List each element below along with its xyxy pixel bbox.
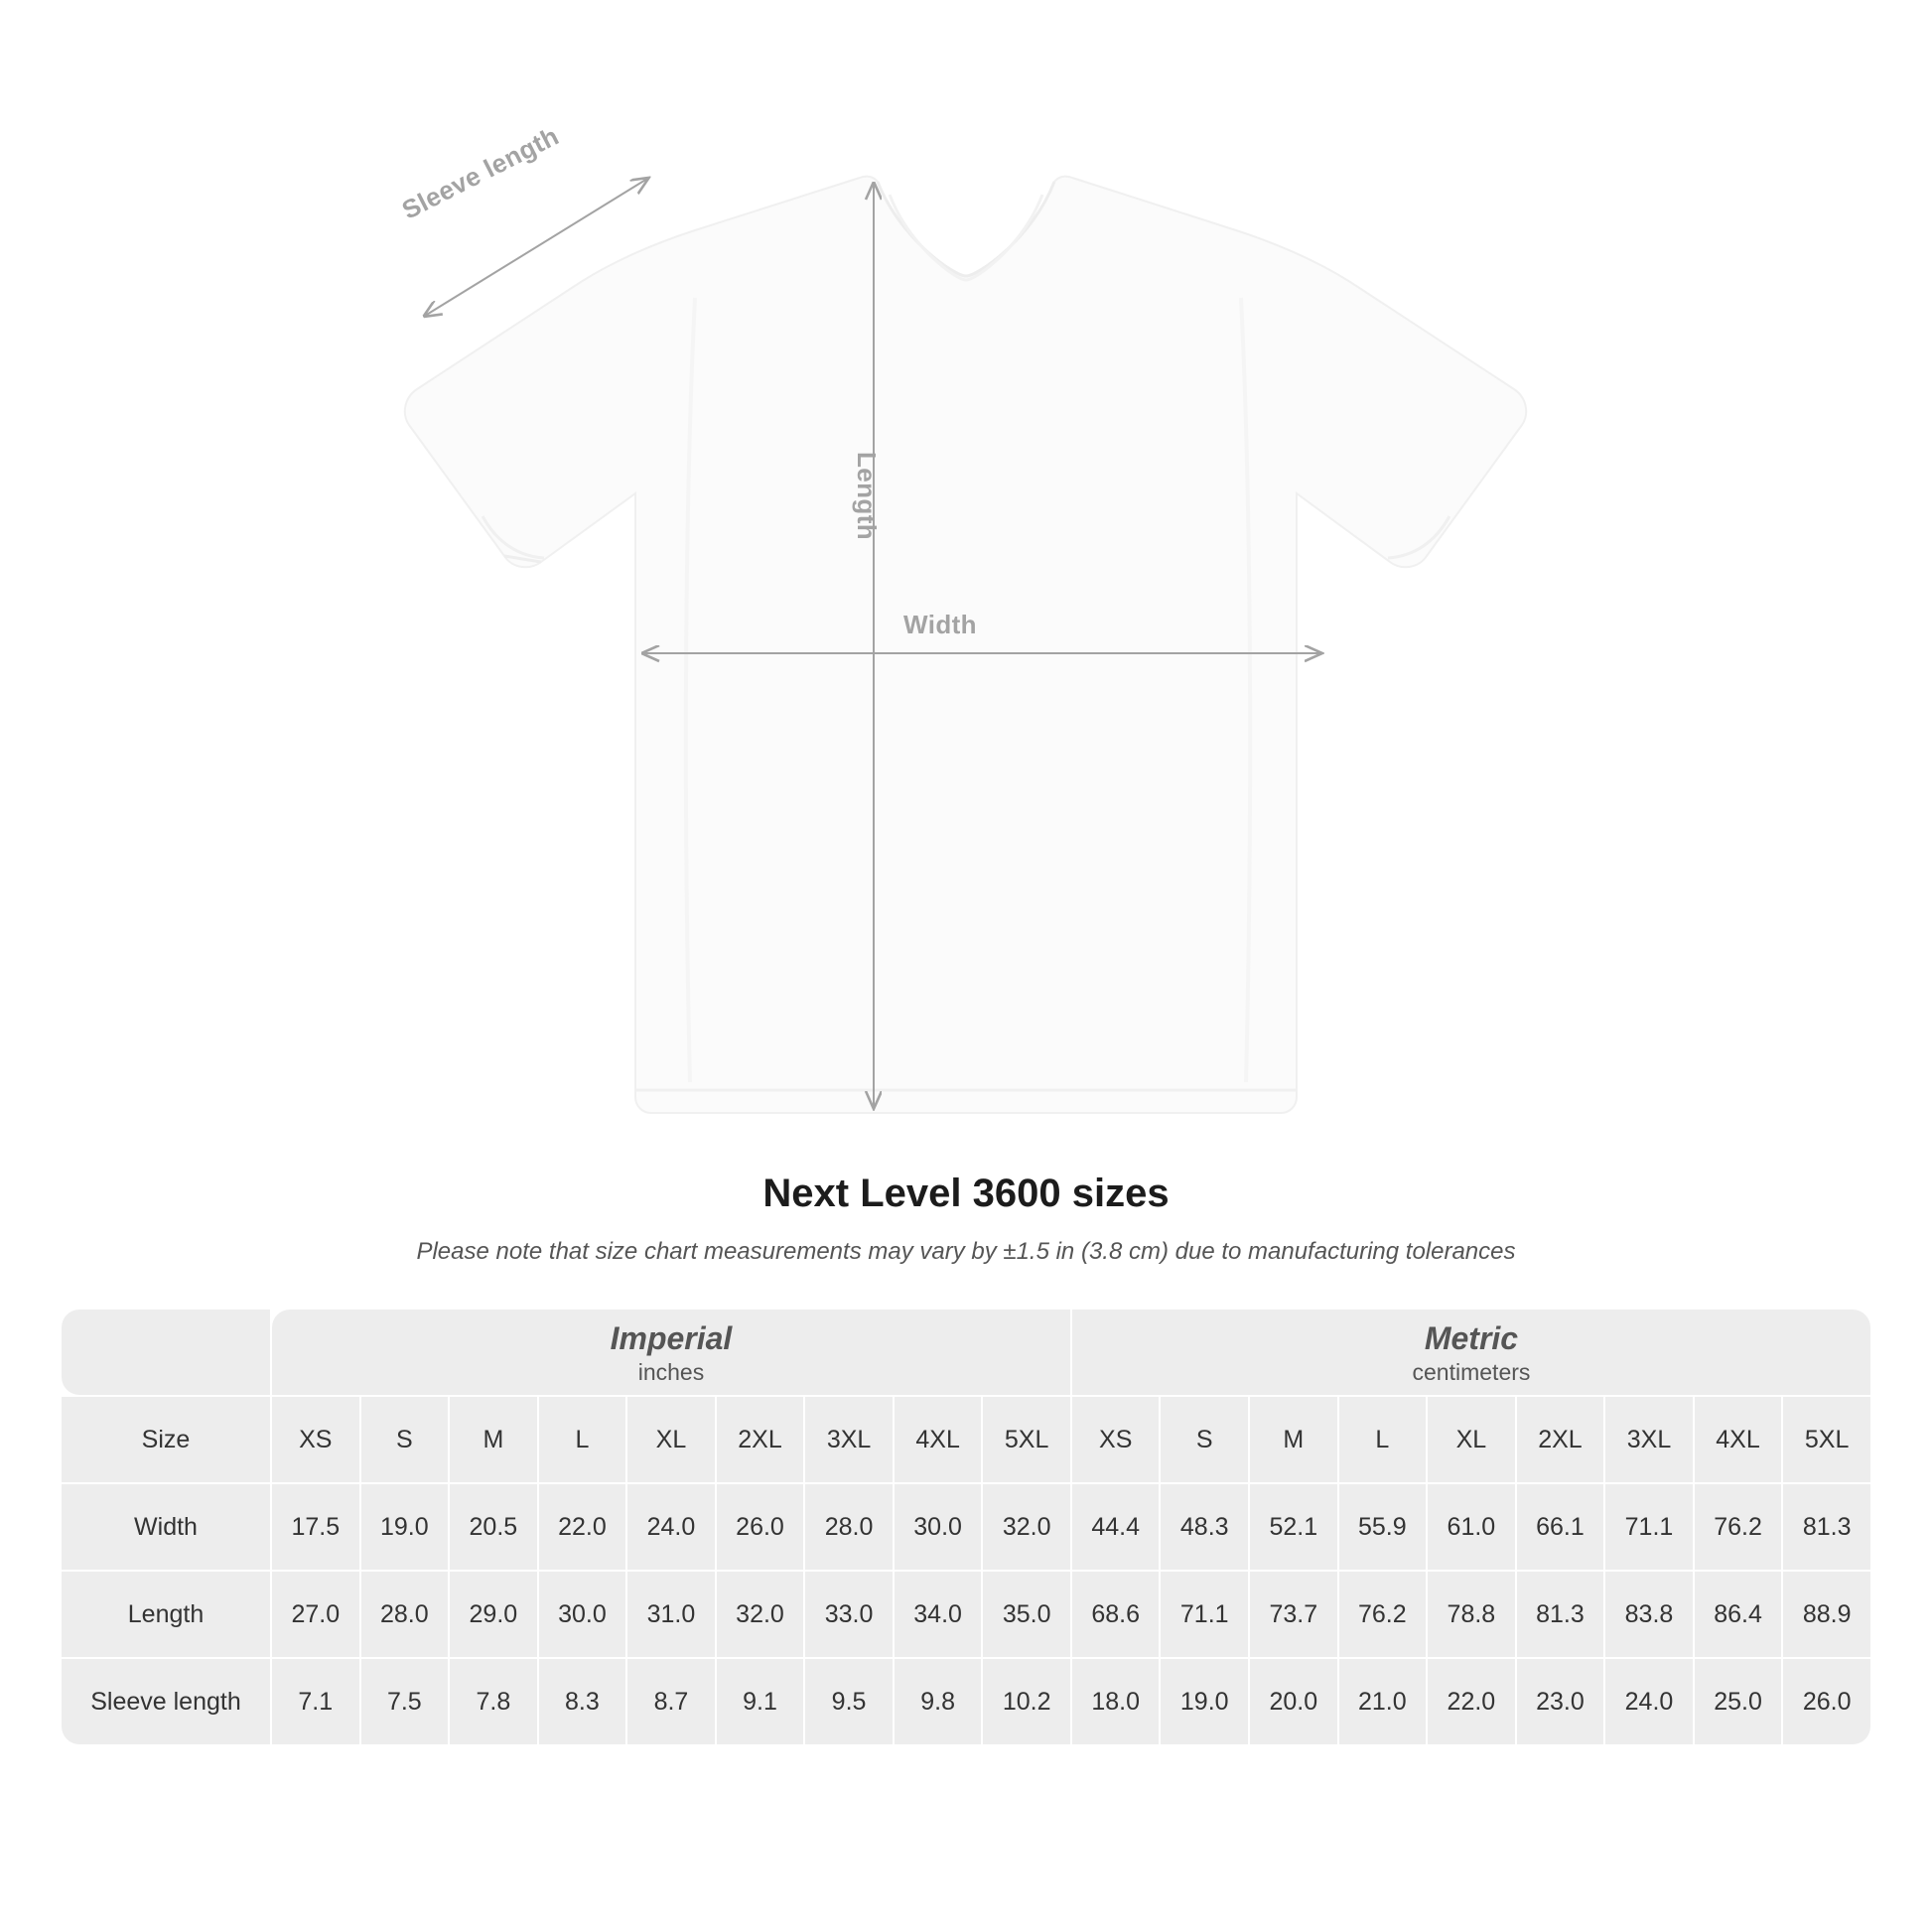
column-header-l-metric: L (1339, 1397, 1427, 1482)
cell-sleeve-length-4xl-imperial: 9.8 (895, 1659, 982, 1744)
cell-sleeve-length-s-metric: 19.0 (1161, 1659, 1248, 1744)
cell-width-m-metric: 52.1 (1250, 1484, 1337, 1570)
tolerance-note: Please note that size chart measurements may vary by ±1.5 in (3.8 cm) due to manufacturing tolerances (416, 1238, 1516, 1265)
sleeve-length-label: Sleeve length (397, 120, 564, 225)
cell-sleeve-length-m-metric: 20.0 (1250, 1659, 1337, 1744)
column-header-5xl-imperial: 5XL (983, 1397, 1070, 1482)
column-header-m-metric: M (1250, 1397, 1337, 1482)
cell-width-5xl-metric: 81.3 (1783, 1484, 1870, 1570)
cell-width-3xl-metric: 71.1 (1605, 1484, 1693, 1570)
cell-sleeve-length-2xl-imperial: 9.1 (717, 1659, 804, 1744)
cell-width-xs-metric: 44.4 (1072, 1484, 1160, 1570)
cell-width-xl-metric: 61.0 (1428, 1484, 1515, 1570)
unit-group-name: Imperial (610, 1319, 733, 1356)
cell-sleeve-length-m-imperial: 7.8 (450, 1659, 537, 1744)
table-row (62, 1572, 1870, 1657)
tshirt-shape (405, 177, 1526, 1113)
cell-sleeve-length-5xl-imperial: 10.2 (983, 1659, 1070, 1744)
cell-sleeve-length-3xl-metric: 24.0 (1605, 1659, 1693, 1744)
column-header-4xl-imperial: 4XL (895, 1397, 982, 1482)
cell-length-3xl-imperial: 33.0 (805, 1572, 893, 1657)
size-header-cell: Size (62, 1397, 270, 1482)
cell-length-s-metric: 71.1 (1161, 1572, 1248, 1657)
cell-length-4xl-imperial: 34.0 (895, 1572, 982, 1657)
column-header-xl-metric: XL (1428, 1397, 1515, 1482)
cell-length-m-metric: 73.7 (1250, 1572, 1337, 1657)
row-header-length: Length (62, 1572, 270, 1657)
cell-width-s-imperial: 19.0 (361, 1484, 449, 1570)
cell-sleeve-length-2xl-metric: 23.0 (1517, 1659, 1604, 1744)
cell-width-l-metric: 55.9 (1339, 1484, 1427, 1570)
cell-sleeve-length-xs-metric: 18.0 (1072, 1659, 1160, 1744)
column-header-m-imperial: M (450, 1397, 537, 1482)
cell-sleeve-length-s-imperial: 7.5 (361, 1659, 449, 1744)
cell-sleeve-length-4xl-metric: 25.0 (1695, 1659, 1782, 1744)
length-label: Length (852, 452, 882, 541)
column-header-3xl-metric: 3XL (1605, 1397, 1693, 1482)
unit-group-sub: centimeters (1412, 1358, 1531, 1385)
page-title: Next Level 3600 sizes (762, 1172, 1170, 1215)
column-header-5xl-metric: 5XL (1783, 1397, 1870, 1482)
cell-width-l-imperial: 22.0 (539, 1484, 626, 1570)
cell-length-xl-metric: 78.8 (1428, 1572, 1515, 1657)
cell-width-3xl-imperial: 28.0 (805, 1484, 893, 1570)
cell-length-xs-imperial: 27.0 (272, 1572, 359, 1657)
cell-width-2xl-metric: 66.1 (1517, 1484, 1604, 1570)
cell-length-xs-metric: 68.6 (1072, 1572, 1160, 1657)
row-header-sleeve-length: Sleeve length (62, 1659, 270, 1744)
column-header-s-imperial: S (361, 1397, 449, 1482)
column-header-2xl-metric: 2XL (1517, 1397, 1604, 1482)
column-header-4xl-metric: 4XL (1695, 1397, 1782, 1482)
cell-width-2xl-imperial: 26.0 (717, 1484, 804, 1570)
cell-width-s-metric: 48.3 (1161, 1484, 1248, 1570)
column-header-2xl-imperial: 2XL (717, 1397, 804, 1482)
size-chart-table (60, 1308, 1872, 1746)
title-block (0, 1172, 1932, 1266)
size-table-wrap (60, 1308, 1872, 1746)
column-header-xl-imperial: XL (627, 1397, 715, 1482)
unit-group-sub: inches (637, 1358, 705, 1385)
column-header-s-metric: S (1161, 1397, 1248, 1482)
cell-length-xl-imperial: 31.0 (627, 1572, 715, 1657)
cell-length-3xl-metric: 83.8 (1605, 1572, 1693, 1657)
column-header-l-imperial: L (539, 1397, 626, 1482)
cell-length-s-imperial: 28.0 (361, 1572, 449, 1657)
row-header-width: Width (62, 1484, 270, 1570)
cell-sleeve-length-xl-imperial: 8.7 (627, 1659, 715, 1744)
cell-length-5xl-imperial: 35.0 (983, 1572, 1070, 1657)
cell-width-xs-imperial: 17.5 (272, 1484, 359, 1570)
unit-group-name: Metric (1424, 1319, 1519, 1356)
cell-length-l-metric: 76.2 (1339, 1572, 1427, 1657)
cell-length-5xl-metric: 88.9 (1783, 1572, 1870, 1657)
cell-width-5xl-imperial: 32.0 (983, 1484, 1070, 1570)
column-header-xs-metric: XS (1072, 1397, 1160, 1482)
cell-width-m-imperial: 20.5 (450, 1484, 537, 1570)
cell-width-xl-imperial: 24.0 (627, 1484, 715, 1570)
cell-sleeve-length-xl-metric: 22.0 (1428, 1659, 1515, 1744)
cell-length-2xl-imperial: 32.0 (717, 1572, 804, 1657)
cell-width-4xl-metric: 76.2 (1695, 1484, 1782, 1570)
cell-sleeve-length-xs-imperial: 7.1 (272, 1659, 359, 1744)
cell-sleeve-length-l-metric: 21.0 (1339, 1659, 1427, 1744)
cell-length-4xl-metric: 86.4 (1695, 1572, 1782, 1657)
table-row (62, 1659, 1870, 1744)
cell-sleeve-length-5xl-metric: 26.0 (1783, 1659, 1870, 1744)
size-header-row (62, 1397, 1870, 1482)
unit-group-header-metric (1072, 1310, 1870, 1395)
table-row (62, 1484, 1870, 1570)
column-header-3xl-imperial: 3XL (805, 1397, 893, 1482)
table-corner-cell (62, 1310, 270, 1395)
column-header-xs-imperial: XS (272, 1397, 359, 1482)
cell-length-m-imperial: 29.0 (450, 1572, 537, 1657)
width-label: Width (903, 610, 977, 639)
cell-sleeve-length-l-imperial: 8.3 (539, 1659, 626, 1744)
cell-length-2xl-metric: 81.3 (1517, 1572, 1604, 1657)
cell-width-4xl-imperial: 30.0 (895, 1484, 982, 1570)
cell-length-l-imperial: 30.0 (539, 1572, 626, 1657)
cell-sleeve-length-3xl-imperial: 9.5 (805, 1659, 893, 1744)
unit-header-row (62, 1310, 1870, 1395)
unit-group-header-imperial (272, 1310, 1070, 1395)
